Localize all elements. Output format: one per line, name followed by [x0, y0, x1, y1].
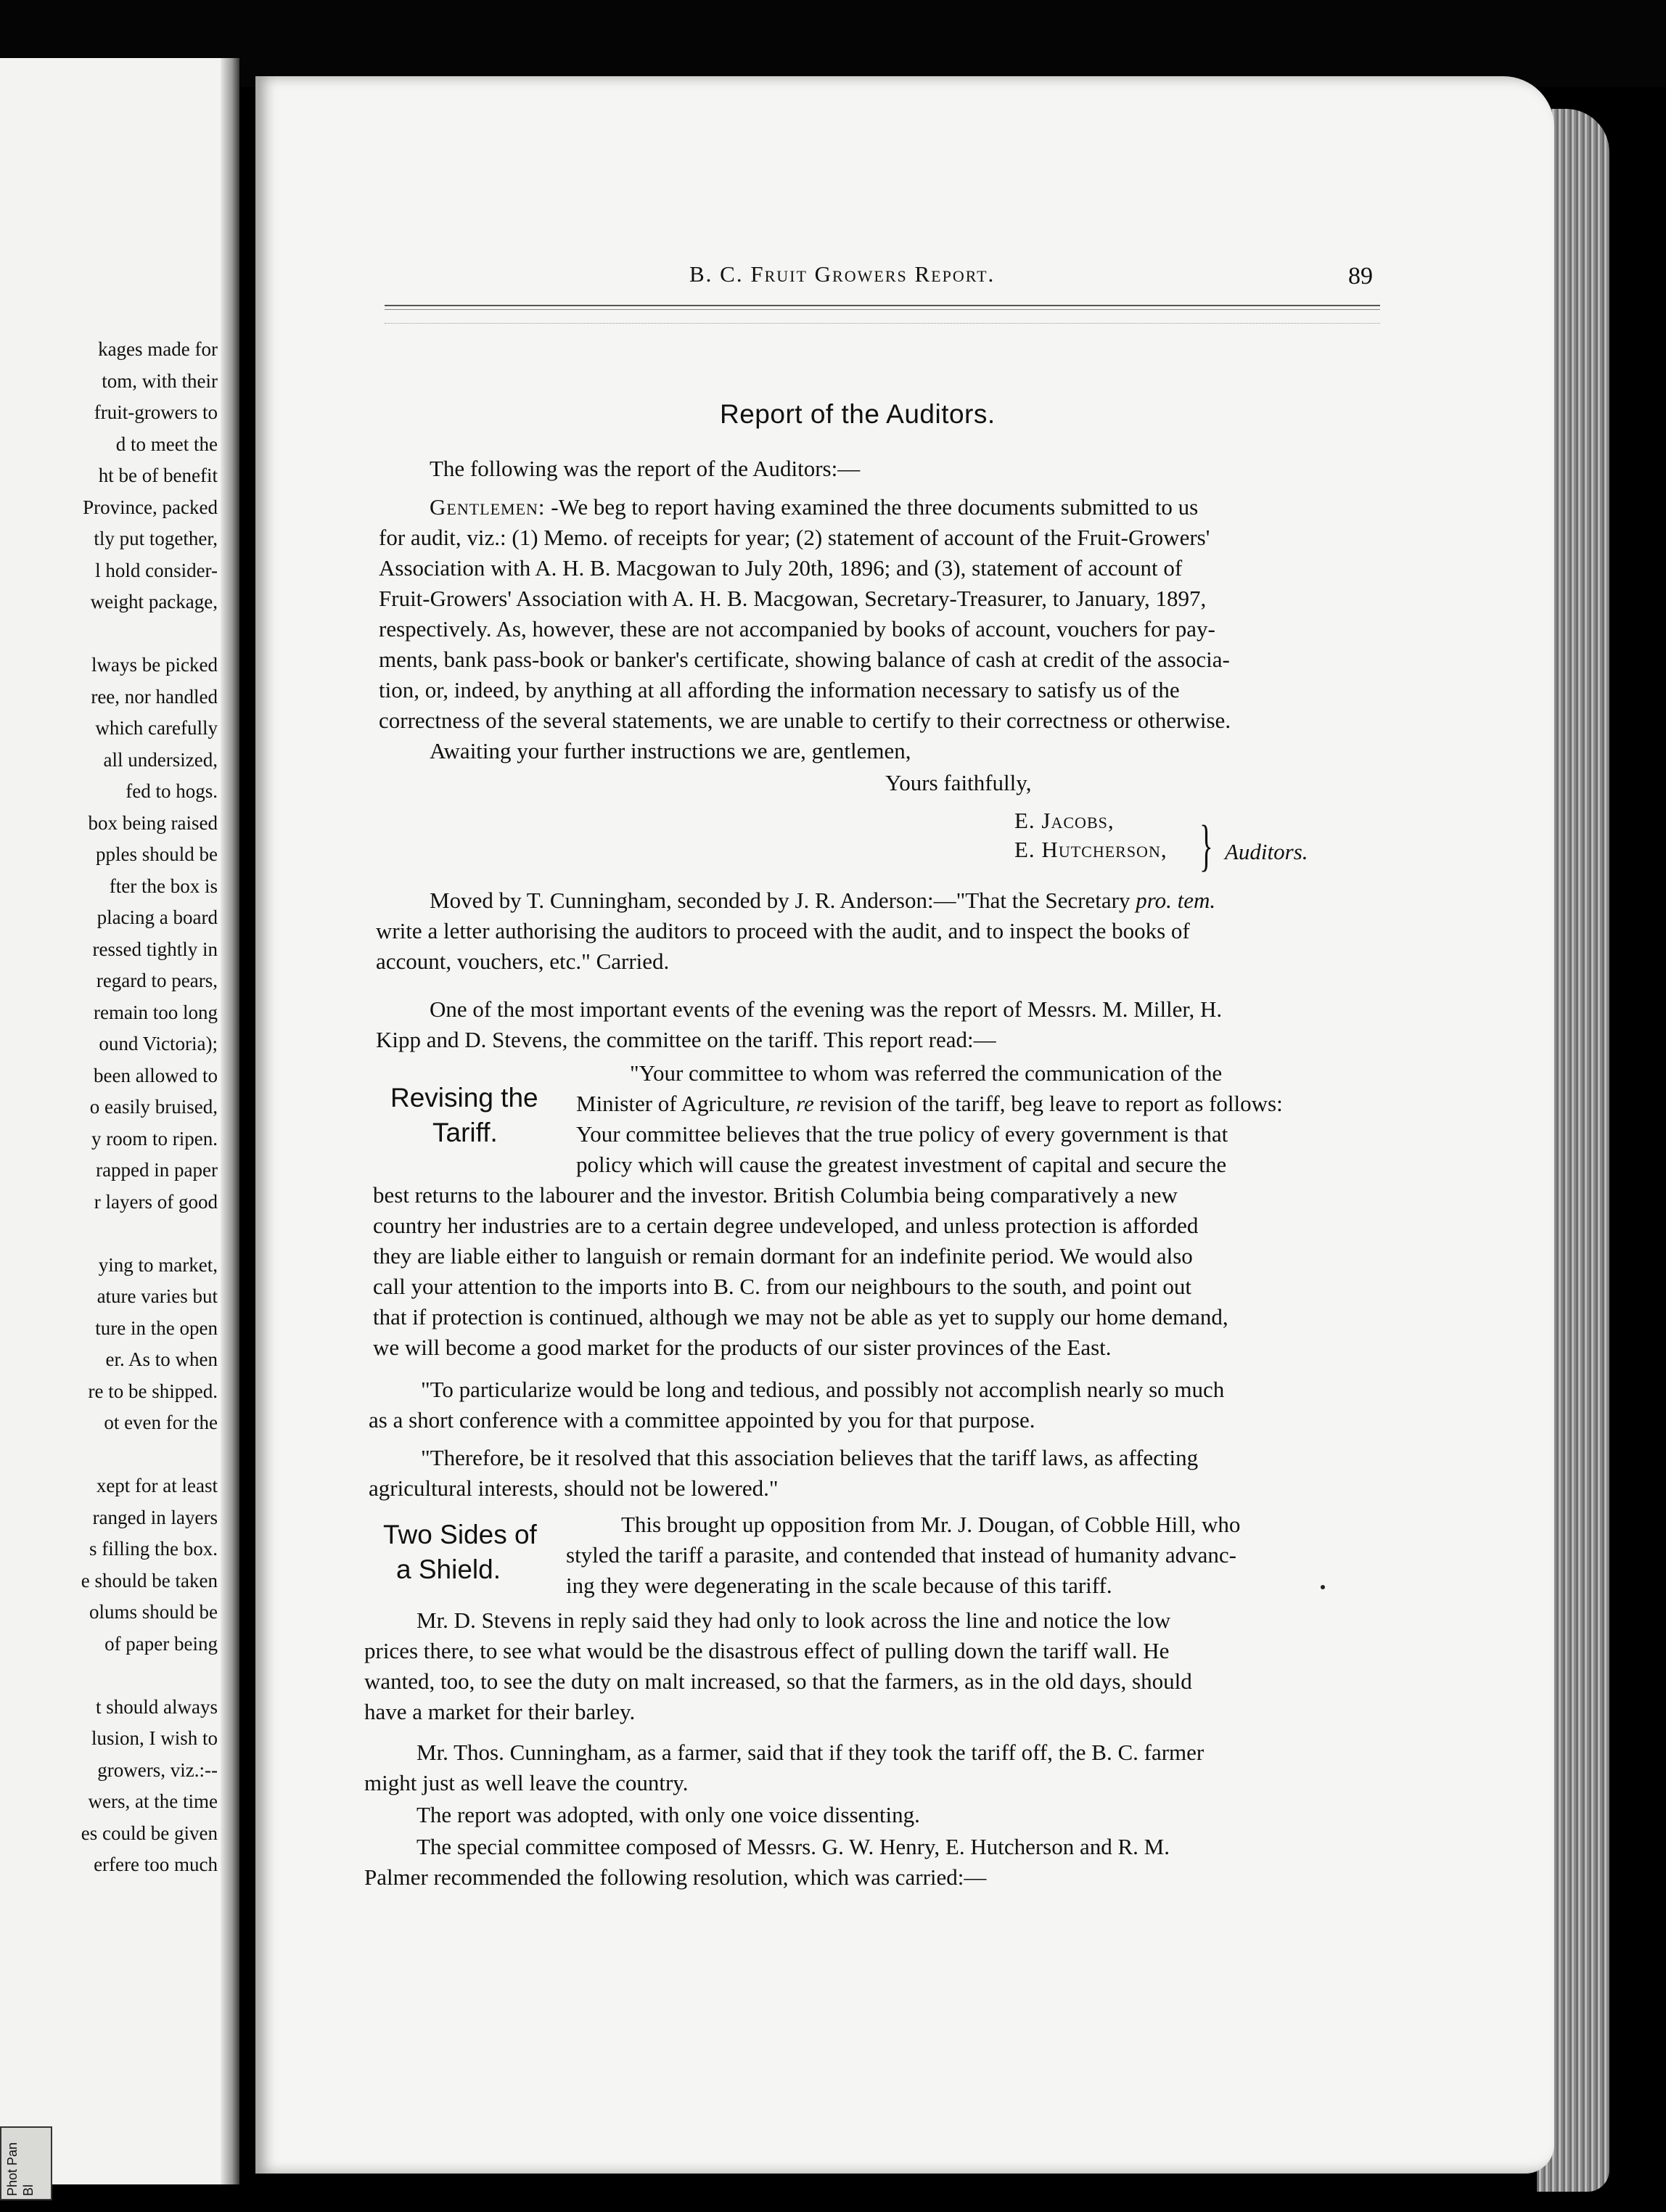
latin-phrase: pro. tem.	[1136, 888, 1216, 913]
previous-page-line: erfere too much	[94, 1853, 218, 1875]
previous-page-line: ressed tightly in	[92, 938, 218, 960]
paragraph-line: we will become a good market for the products of our sister provinces of the East.	[373, 1335, 1112, 1360]
paragraph-line: Awaiting your further instructions we are, gentlemen,	[430, 738, 911, 763]
signature-brace: }	[1199, 814, 1213, 877]
previous-page-line: weight package,	[90, 591, 218, 613]
previous-page-line: ot even for the	[104, 1412, 218, 1433]
paragraph-line	[430, 493, 1198, 521]
previous-page-line: ht be of benefit	[98, 464, 218, 486]
paragraph-line: best returns to the labourer and the investor. British Columbia being comparatively a new	[373, 1182, 1178, 1208]
paragraph-line: One of the most important events of the evening was the report of Messrs. M. Miller, H.	[430, 996, 1223, 1022]
ink-speck	[1321, 1585, 1325, 1589]
previous-page-line: kages made for	[98, 338, 218, 360]
paragraph-line: that if protection is continued, although we may not be able as yet to supply our home demand,	[373, 1304, 1228, 1330]
letter-closing: Yours faithfully,	[885, 770, 1032, 795]
paragraph-line: "Therefore, be it resolved that this association believes that the tariff laws, as affecting	[421, 1445, 1199, 1470]
paragraph-line: wanted, too, to see the duty on malt increased, so that the farmers, as in the old days, should	[364, 1668, 1192, 1694]
paragraph-line: have a market for their barley.	[364, 1699, 636, 1724]
previous-page-line: y room to ripen.	[91, 1127, 218, 1150]
paragraph-line: ments, bank pass-book or banker's certificate, showing balance of cash at credit of the associa-	[379, 647, 1230, 672]
paragraph-text: Minister of Agriculture,	[576, 1091, 797, 1116]
page-gutter	[221, 58, 239, 2184]
paragraph-line: "To particularize would be long and tedious, and possibly not accomplish nearly so much	[421, 1377, 1225, 1402]
previous-page-line: s filling the box.	[89, 1538, 218, 1560]
previous-page-line: rapped in paper	[96, 1159, 218, 1181]
previous-page-line: wers, at the time	[88, 1790, 218, 1812]
previous-page-line: regard to pears,	[96, 970, 218, 991]
previous-page-line: olums should be	[89, 1601, 218, 1623]
previous-page-line: ranged in layers	[92, 1506, 218, 1528]
running-title: B. C. Fruit Growers Report.	[689, 261, 996, 287]
section-title: Report of the Auditors.	[720, 399, 996, 429]
paragraph-text: -We beg to report having examined the three documents submitted to us	[545, 494, 1199, 520]
header-rule	[385, 305, 1380, 306]
latin-phrase: re	[796, 1091, 814, 1116]
previous-page-line: er. As to when	[105, 1348, 218, 1370]
paragraph-line: prices there, to see what would be the disastrous effect of pulling down the tariff wall. He	[364, 1638, 1170, 1663]
paragraph-line: they are liable either to languish or remain dormant for an indefinite period. We would also	[373, 1243, 1193, 1269]
paragraph-line: might just as well leave the country.	[364, 1770, 689, 1795]
previous-page-line: of paper being	[104, 1632, 218, 1655]
previous-page-line: tly put together,	[94, 528, 218, 549]
paragraph-line: agricultural interests, should not be lowered."	[369, 1475, 779, 1501]
previous-page-line: lways be picked	[91, 654, 218, 676]
side-heading: a Shield.	[396, 1554, 501, 1584]
paragraph-line: call your attention to the imports into B. C. from our neighbours to the south, and point out	[373, 1274, 1191, 1299]
previous-page-line: ying to market,	[98, 1253, 218, 1276]
previous-page-line: es could be given	[81, 1822, 218, 1844]
paragraph-line: Kipp and D. Stevens, the committee on the tariff. This report read:—	[376, 1027, 996, 1052]
previous-page-line: r layers of good	[94, 1190, 218, 1213]
paragraph-line: for audit, viz.: (1) Memo. of receipts for year; (2) statement of account of the Fruit-Growers'	[379, 525, 1210, 550]
paragraph-line: The special committee composed of Messrs. G. W. Henry, E. Hutcherson and R. M.	[416, 1834, 1170, 1859]
paragraph-line: This brought up opposition from Mr. J. Dougan, of Cobble Hill, who	[621, 1512, 1241, 1537]
previous-page-line: xept for at least	[96, 1475, 218, 1496]
header-rule	[385, 309, 1380, 310]
paragraph-line: ing they were degenerating in the scale because of this tariff.	[566, 1573, 1112, 1598]
paragraph-line: Association with A. H. B. Macgowan to July 20th, 1896; and (3), statement of account of	[379, 555, 1183, 581]
paragraph-line: correctness of the several statements, we are unable to certify to their correctness or otherwise.	[379, 708, 1231, 733]
previous-page-line: growers, viz.:--	[97, 1758, 218, 1781]
signer-name: E. Jacobs,	[1014, 808, 1115, 833]
previous-page-line: fed to hogs.	[126, 780, 218, 802]
paragraph-line: The report was adopted, with only one voice dissenting.	[416, 1802, 920, 1827]
paragraph-line: Mr. Thos. Cunningham, as a farmer, said that if they took the tariff off, the B. C. farmer	[416, 1740, 1205, 1765]
previous-page-line: fruit-growers to	[94, 401, 218, 423]
previous-page-line: pples should be	[96, 843, 218, 865]
previous-page-line: t should always	[96, 1695, 218, 1718]
paragraph-text: revision of the tariff, beg leave to report as follows:	[813, 1091, 1283, 1116]
paragraph-line: account, vouchers, etc." Carried.	[376, 949, 670, 974]
previous-page-line: ree, nor handled	[91, 685, 218, 708]
paragraph-line: "Your committee to whom was referred the communication of the	[630, 1060, 1223, 1086]
paragraph-line: Palmer recommended the following resolution, which was carried:—	[364, 1864, 987, 1890]
previous-page-line: lusion, I wish to	[91, 1727, 218, 1749]
side-heading: Two Sides of	[383, 1520, 537, 1549]
signers-label: Auditors.	[1225, 839, 1308, 864]
paragraph-line: policy which will cause the greatest investment of capital and secure the	[576, 1152, 1227, 1177]
salutation: Gentlemen:	[430, 494, 546, 520]
paragraph-line: country her industries are to a certain degree undeveloped, and unless protection is afforded	[373, 1213, 1199, 1238]
paragraph-line: Fruit-Growers' Association with A. H. B. Macgowan, Secretary-Treasurer, to January, 1897,	[379, 586, 1207, 611]
previous-page-line: l hold consider-	[95, 559, 218, 581]
previous-page-line: placing a board	[97, 906, 218, 928]
paragraph-text: Moved by T. Cunningham, seconded by J. R. Anderson:—"That the Secretary	[430, 888, 1136, 913]
previous-page-line: ture in the open	[95, 1316, 218, 1339]
page-number: 89	[1348, 263, 1373, 290]
library-stamp: Phot Pan Bl	[0, 2126, 52, 2200]
previous-page-line: o easily bruised,	[89, 1096, 218, 1118]
paragraph-line: Your committee believes that the true policy of every government is that	[576, 1121, 1228, 1147]
paragraph-line: The following was the report of the Auditors:—	[430, 456, 861, 481]
paragraph-line	[576, 1090, 1283, 1118]
previous-page-line: been allowed to	[94, 1064, 218, 1086]
side-heading: Revising the	[390, 1083, 538, 1113]
previous-page-line: d to meet the	[115, 433, 218, 455]
previous-page-line: tom, with their	[102, 369, 218, 392]
previous-page-line: ature varies but	[97, 1285, 218, 1307]
previous-page-line: fter the box is	[109, 874, 218, 897]
previous-page-line: remain too long	[94, 1001, 218, 1023]
previous-page-line: all undersized,	[103, 748, 218, 771]
previous-page-line: ound Victoria);	[99, 1033, 218, 1054]
previous-page-line: Province, packed	[83, 496, 218, 518]
paragraph-line	[430, 887, 1215, 914]
paragraph-line: Mr. D. Stevens in reply said they had only to look across the line and notice the low	[416, 1607, 1171, 1633]
side-heading: Tariff.	[432, 1118, 498, 1147]
paragraph-line: as a short conference with a committee appointed by you for that purpose.	[369, 1407, 1035, 1433]
previous-page-line: box being raised	[88, 811, 218, 834]
previous-page	[0, 58, 239, 2196]
paragraph-line: tion, or, indeed, by anything at all affording the information necessary to satisfy us of the	[379, 677, 1180, 702]
paragraph-line: write a letter authorising the auditors to proceed with the audit, and to inspect the books of	[376, 918, 1190, 943]
header-rule	[385, 323, 1380, 324]
scan-background	[0, 0, 1666, 87]
paragraph-line: styled the tariff a parasite, and contended that instead of humanity advanc-	[566, 1542, 1236, 1568]
signer-name: E. Hutcherson,	[1014, 837, 1168, 862]
previous-page-line: which carefully	[95, 717, 218, 739]
previous-page-line: e should be taken	[81, 1569, 218, 1592]
paragraph-line: respectively. As, however, these are not accompanied by books of account, vouchers for pay-	[379, 616, 1215, 642]
previous-page-line: re to be shipped.	[88, 1380, 218, 1402]
